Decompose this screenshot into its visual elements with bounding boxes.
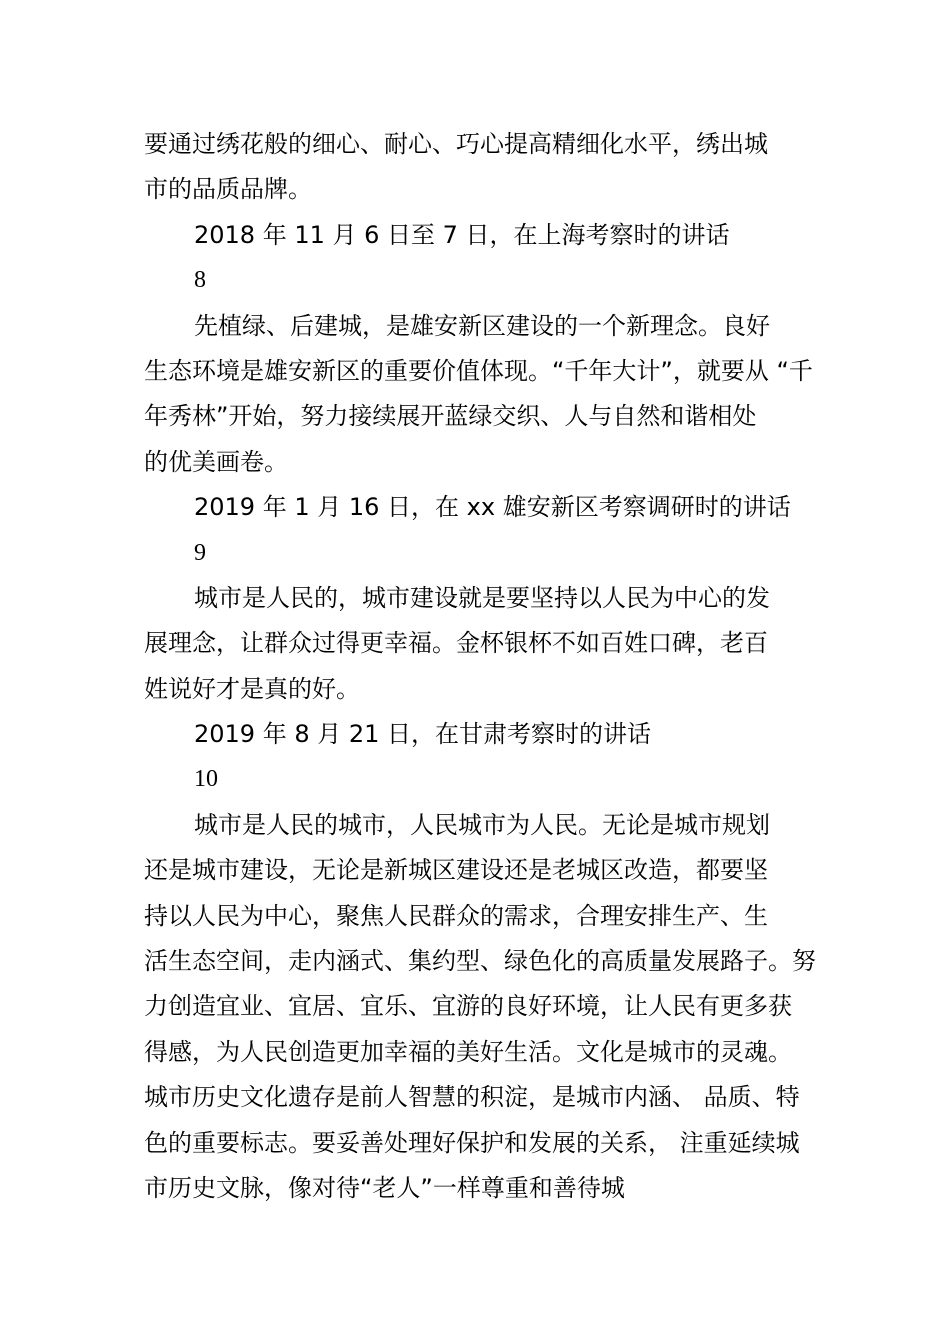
section-number: 9 <box>194 539 206 566</box>
section-number: 8 <box>194 267 206 294</box>
body-line: 先植绿、后建城，是雄安新区建设的一个新理念。良好 <box>194 311 770 340</box>
body-line: 还是城市建设，无论是新城区建设还是老城区改造，都要坚 <box>144 856 768 885</box>
body-line: 得感，为人民创造更加幸福的美好生活。文化是城市的灵魂。 <box>144 1037 792 1066</box>
citation-line: 2019 年 1 月 16 日，在 xx 雄安新区考察调研时的讲话 <box>194 493 791 522</box>
body-line: 生态环境是雄安新区的重要价值体现。“千年大计”，就要从 “千 <box>144 356 813 385</box>
citation-line: 2018 年 11 月 6 日至 7 日，在上海考察时的讲话 <box>194 220 730 249</box>
body-line: 力创造宜业、宜居、宜乐、宜游的良好环境，让人民有更多获 <box>144 992 792 1021</box>
body-line: 要通过绣花般的细心、耐心、巧心提高精细化水平，绣出城 <box>144 130 768 158</box>
body-line: 市的品质品牌。 <box>144 175 312 204</box>
document-body <box>144 122 824 1211</box>
body-line: 城市是人民的城市，人民城市为人民。无论是城市规划 <box>194 810 770 839</box>
body-line: 活生态空间，走内涵式、集约型、绿色化的高质量发展路子。努 <box>144 947 816 976</box>
citation-line: 2019 年 8 月 21 日，在甘肃考察时的讲话 <box>194 720 652 749</box>
body-line: 市历史文脉，像对待“老人”一样尊重和善待城 <box>144 1173 625 1202</box>
section-number: 10 <box>194 766 218 793</box>
body-line: 的优美画卷。 <box>144 447 288 476</box>
body-line: 色的重要标志。要妥善处理好保护和发展的关系， 注重延续城 <box>144 1128 800 1157</box>
body-line: 年秀林”开始，努力接续展开蓝绿交织、人与自然和谐相处 <box>144 402 757 431</box>
body-line: 姓说好才是真的好。 <box>144 674 360 703</box>
body-line: 展理念，让群众过得更幸福。金杯银杯不如百姓口碑，老百 <box>144 629 768 658</box>
body-line: 城市历史文化遗存是前人智慧的积淀，是城市内涵、 品质、特 <box>144 1083 800 1112</box>
body-line: 持以人民为中心，聚焦人民群众的需求，合理安排生产、生 <box>144 901 768 930</box>
body-line: 城市是人民的，城市建设就是要坚持以人民为中心的发 <box>194 583 770 612</box>
